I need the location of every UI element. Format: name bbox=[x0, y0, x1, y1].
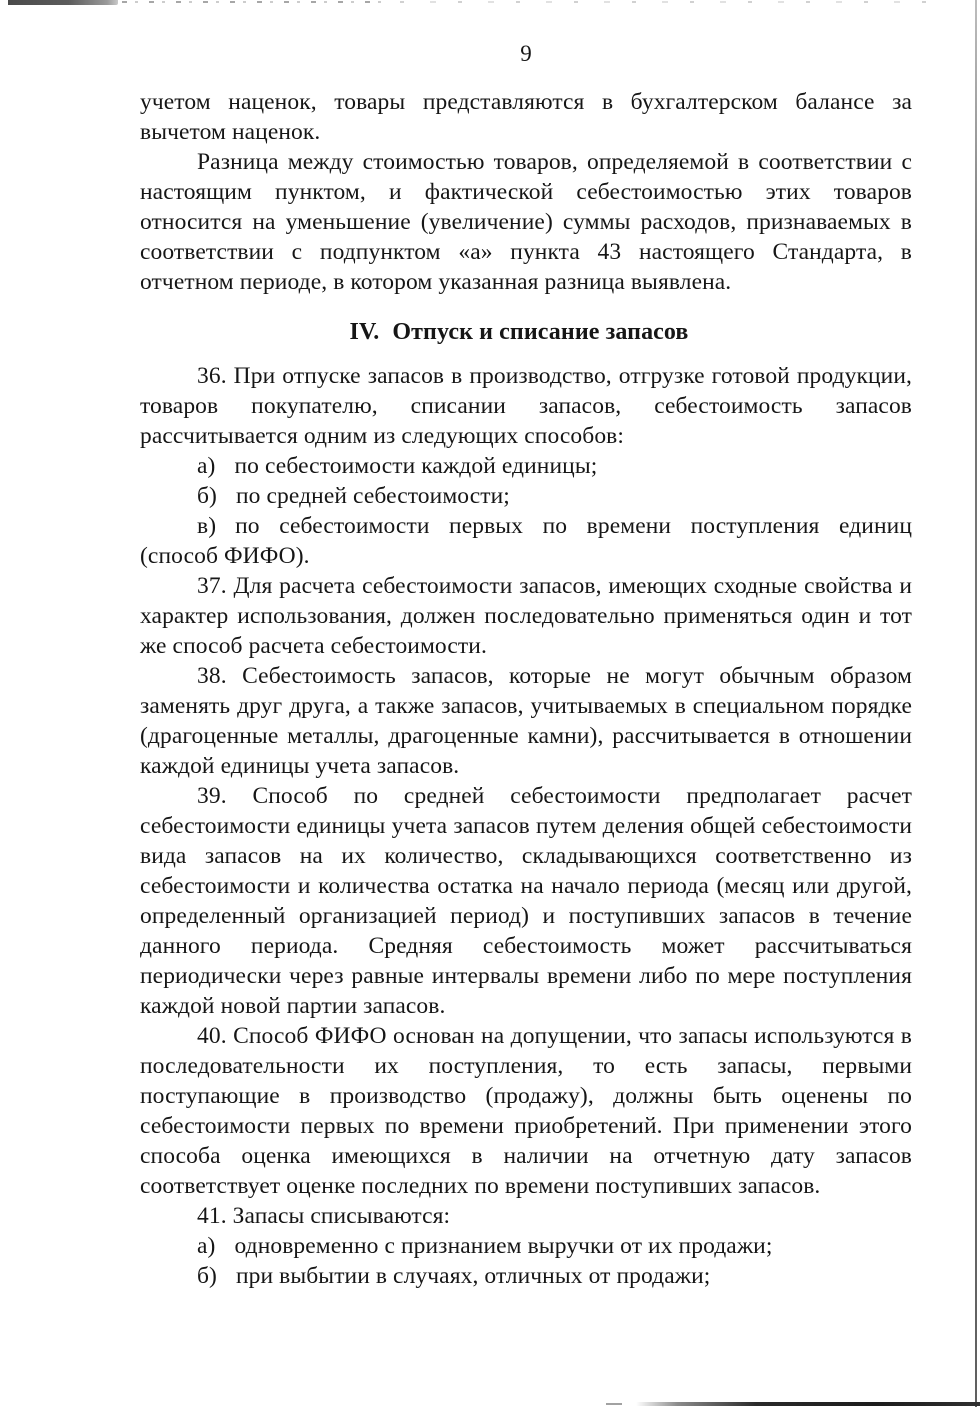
list-item: б) по средней себестоимости; bbox=[197, 483, 510, 509]
paragraph: 39. Способ по средней себестоимости предполагает расчет себестоимости единицы учета запасов путем деления общей себестоимости вида запасов на их количество, складывающихся соответственно из себестоимости и количества остатка на начало периода (месяц или другой, определенный организацией период) и поступивших запасов в течение данного периода. Средняя себестоимость может рассчитываться периодически через равные интервалы времени либо по мере поступления каждой новой партии запасов. bbox=[140, 783, 912, 1019]
scan-artifact-top-bar bbox=[8, 0, 118, 5]
paragraph: учетом наценок, товары представляются в бухгалтерском балансе за вычетом наценок. bbox=[140, 89, 912, 145]
page-number: 9 bbox=[520, 41, 532, 66]
list-item-marker: б) bbox=[197, 1263, 217, 1289]
section-heading bbox=[140, 317, 898, 347]
list-item-marker: в) bbox=[197, 513, 217, 539]
list-item-marker: а) bbox=[197, 453, 216, 479]
section-heading-number: IV. bbox=[349, 319, 380, 345]
scan-artifact-top-speckle bbox=[400, 1, 930, 3]
list-item: а) по себестоимости каждой единицы; bbox=[197, 453, 598, 479]
scan-artifact-right-edge-line bbox=[975, 0, 977, 1407]
paragraph: Разница между стоимостью товаров, определяемой в соответствии с настоящим пунктом, и фактической себестоимостью этих товаров относится на уменьшение (увеличение) суммы расходов, признаваемых в соответствии с подпунктом «а» пункта 43 настоящего Стандарта, в отчетном периоде, в котором указанная разница выявлена. bbox=[140, 149, 912, 295]
scan-artifact-bottom-edge-line bbox=[636, 1402, 980, 1406]
paragraph: 37. Для расчета себестоимости запасов, имеющих сходные свойства и характер использования, должен последовательно применяться один и тот же способ расчета себестоимости. bbox=[140, 573, 912, 659]
paragraph: 40. Способ ФИФО основан на допущении, что запасы используются в последовательности их поступления, то есть запасы, первыми поступающие в производство (продажу), должны быть оценены по себестоимости первых по времени приобретений. При применении этого способа оценка имеющихся в наличии на отчетную дату запасов соответствует оценке последних по времени поступивших запасов. bbox=[140, 1023, 912, 1199]
list-item: б) при выбытии в случаях, отличных от продажи; bbox=[197, 1263, 711, 1289]
list-item-marker: б) bbox=[197, 483, 217, 509]
paragraph: 36. При отпуске запасов в производство, отгрузке готовой продукции, товаров покупателю, списании запасов, себестоимость запасов рассчитывается одним из следующих способов: bbox=[140, 363, 912, 449]
paragraph: 38. Себестоимость запасов, которые не могут обычным образом заменять друг друга, а также запасов, учитываемых в специальном порядке (драгоценные металлы, драгоценные камни), рассчитывается в отношении каждой единицы учета запасов. bbox=[140, 663, 912, 779]
scan-artifact-top-speckle bbox=[122, 1, 382, 3]
scan-artifact-bottom-speck bbox=[606, 1403, 622, 1405]
list-item: в) по себестоимости первых по времени поступления единиц (способ ФИФО). bbox=[140, 513, 912, 569]
list-item-marker: а) bbox=[197, 1233, 216, 1259]
document-body bbox=[140, 87, 912, 1291]
paragraph: 41. Запасы списываются: bbox=[197, 1203, 451, 1229]
list-item: а) одновременно с признанием выручки от их продажи; bbox=[197, 1233, 773, 1259]
section-heading-title: Отпуск и списание запасов bbox=[392, 319, 689, 345]
